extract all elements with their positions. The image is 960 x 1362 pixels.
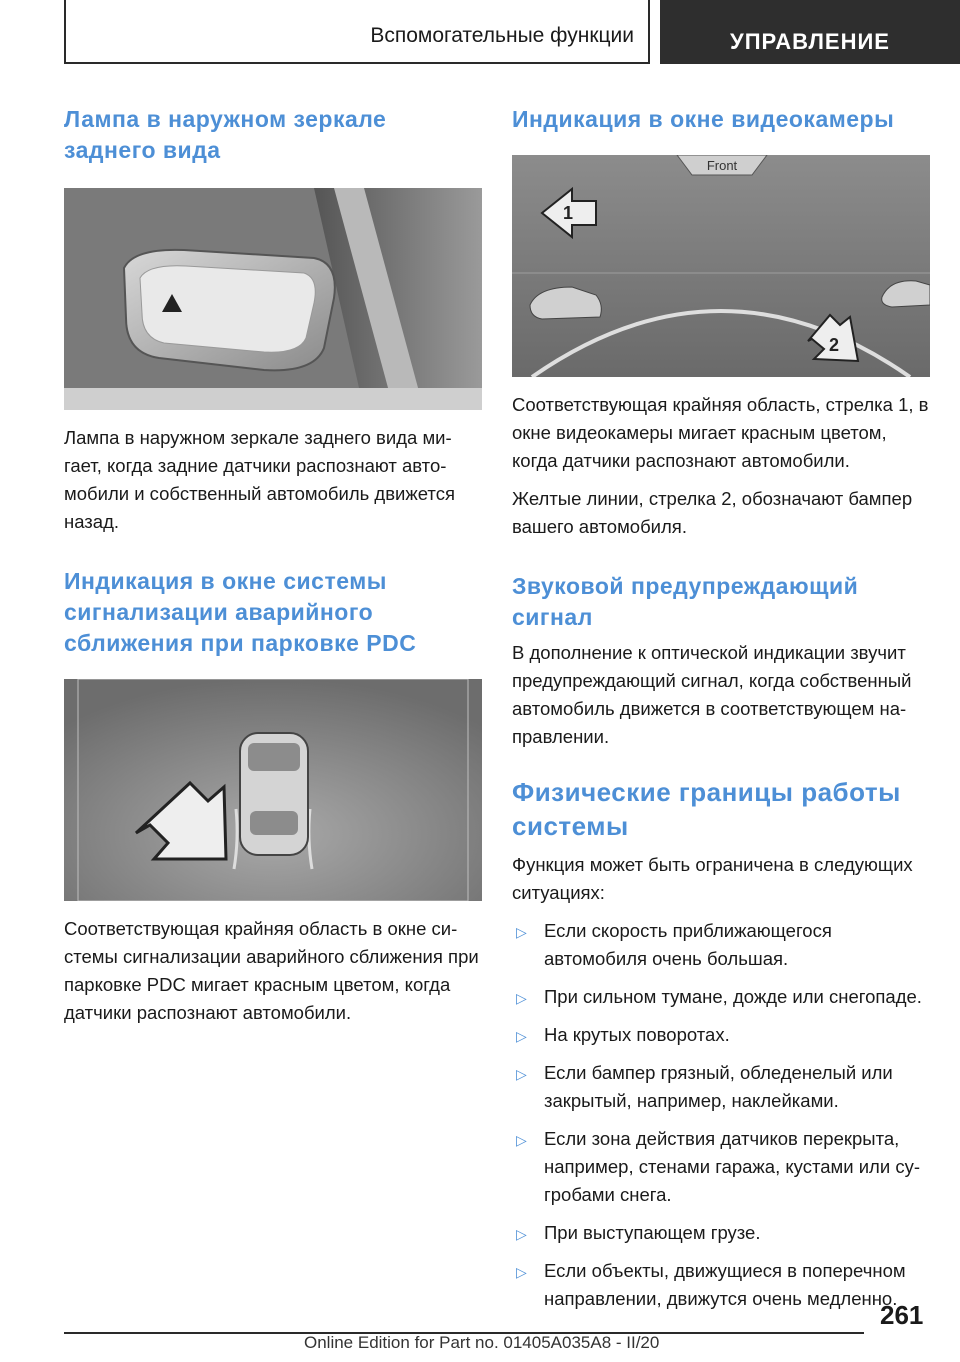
- bullet-triangle-icon: ▷: [516, 1226, 527, 1242]
- heading-system-limits: Физические границы работы системы: [512, 777, 901, 841]
- heading-acoustic-signal: Звуковой предупреждающий сигнал: [512, 573, 859, 630]
- left-column: [64, 104, 482, 1027]
- page-header: [0, 0, 960, 64]
- list-item: ▷ Если объекты, движущиеся в поперечном направлении, движутся очень медленно.: [516, 1260, 906, 1309]
- bullet-triangle-icon: ▷: [516, 924, 527, 940]
- arrow-1-label: 1: [562, 203, 574, 223]
- page-number: 261: [880, 1300, 924, 1330]
- right-column: [512, 104, 930, 1323]
- list-item: ▷ Если скорость приближающегося автомобиля очень большая.: [516, 920, 832, 969]
- heading-mirror-lamp: Лампа в наружном зеркале заднего вида: [64, 106, 387, 163]
- list-item: ▷ На крутых поворотах.: [512, 1021, 930, 1049]
- header-section-title: Вспомогательные функции: [370, 24, 634, 47]
- figure-pdc-display: [64, 679, 482, 901]
- bullet-triangle-icon: ▷: [516, 990, 527, 1006]
- list-item: ▷ Если зона действия датчиков перекрыта, например, стенами гаража, кустами или су-гробами снега.: [516, 1128, 920, 1205]
- paragraph-system-limits: Функция может быть ограничена в следующих ситуациях:: [512, 854, 913, 903]
- list-item: ▷ При выступающем грузе.: [512, 1219, 930, 1247]
- list-item: ▷ При сильном тумане, дожде или снегопаде.: [512, 983, 930, 1011]
- header-chapter-tab: УПРАВЛЕНИЕ: [660, 0, 960, 64]
- front-label: Front: [706, 158, 738, 173]
- bullet-triangle-icon: ▷: [516, 1132, 527, 1148]
- figure-side-mirror: [64, 188, 482, 410]
- paragraph-acoustic-signal: В дополнение к оптической индикации звучит предупреждающий сигнал, когда собственный автомобиль движется в соответствующем на-правлении.: [512, 642, 912, 747]
- bullet-triangle-icon: ▷: [516, 1264, 527, 1280]
- footer-edition: Online Edition for Part no. 01405A035A8 - II/20: [304, 1333, 660, 1352]
- list-item: ▷ Если бампер грязный, обледенелый или закрытый, например, наклейками.: [516, 1062, 893, 1111]
- bullet-triangle-icon: ▷: [516, 1066, 527, 1082]
- paragraph-mirror-lamp: Лампа в наружном зеркале заднего вида ми-гает, когда задние датчики распознают авто-мобили и собственный автомобиль движется назад.: [64, 427, 455, 532]
- paragraph-pdc-display: Соответствующая крайняя область в окне си-стемы сигнализации аварийного сближения при парковке PDC мигает красным цветом, когда датчики распознают автомобили.: [64, 918, 479, 1023]
- limits-list: [512, 917, 930, 1313]
- arrow-2-label: 2: [828, 335, 840, 355]
- paragraph-camera-2: Желтые линии, стрелка 2, обозначают бампер вашего автомобиля.: [512, 488, 913, 537]
- heading-pdc-display: Индикация в окне системы сигнализации аварийного сближения при парковке PDC: [64, 568, 417, 656]
- heading-camera-display: Индикация в окне видеокамеры: [512, 106, 895, 132]
- paragraph-camera-1: Соответствующая крайняя область, стрелка 1, в окне видеокамеры мигает красным цветом, когда датчики распознают автомобили.: [512, 394, 929, 471]
- figure-camera-display: [512, 155, 930, 377]
- bullet-triangle-icon: ▷: [516, 1028, 527, 1044]
- header-frame: [64, 0, 650, 64]
